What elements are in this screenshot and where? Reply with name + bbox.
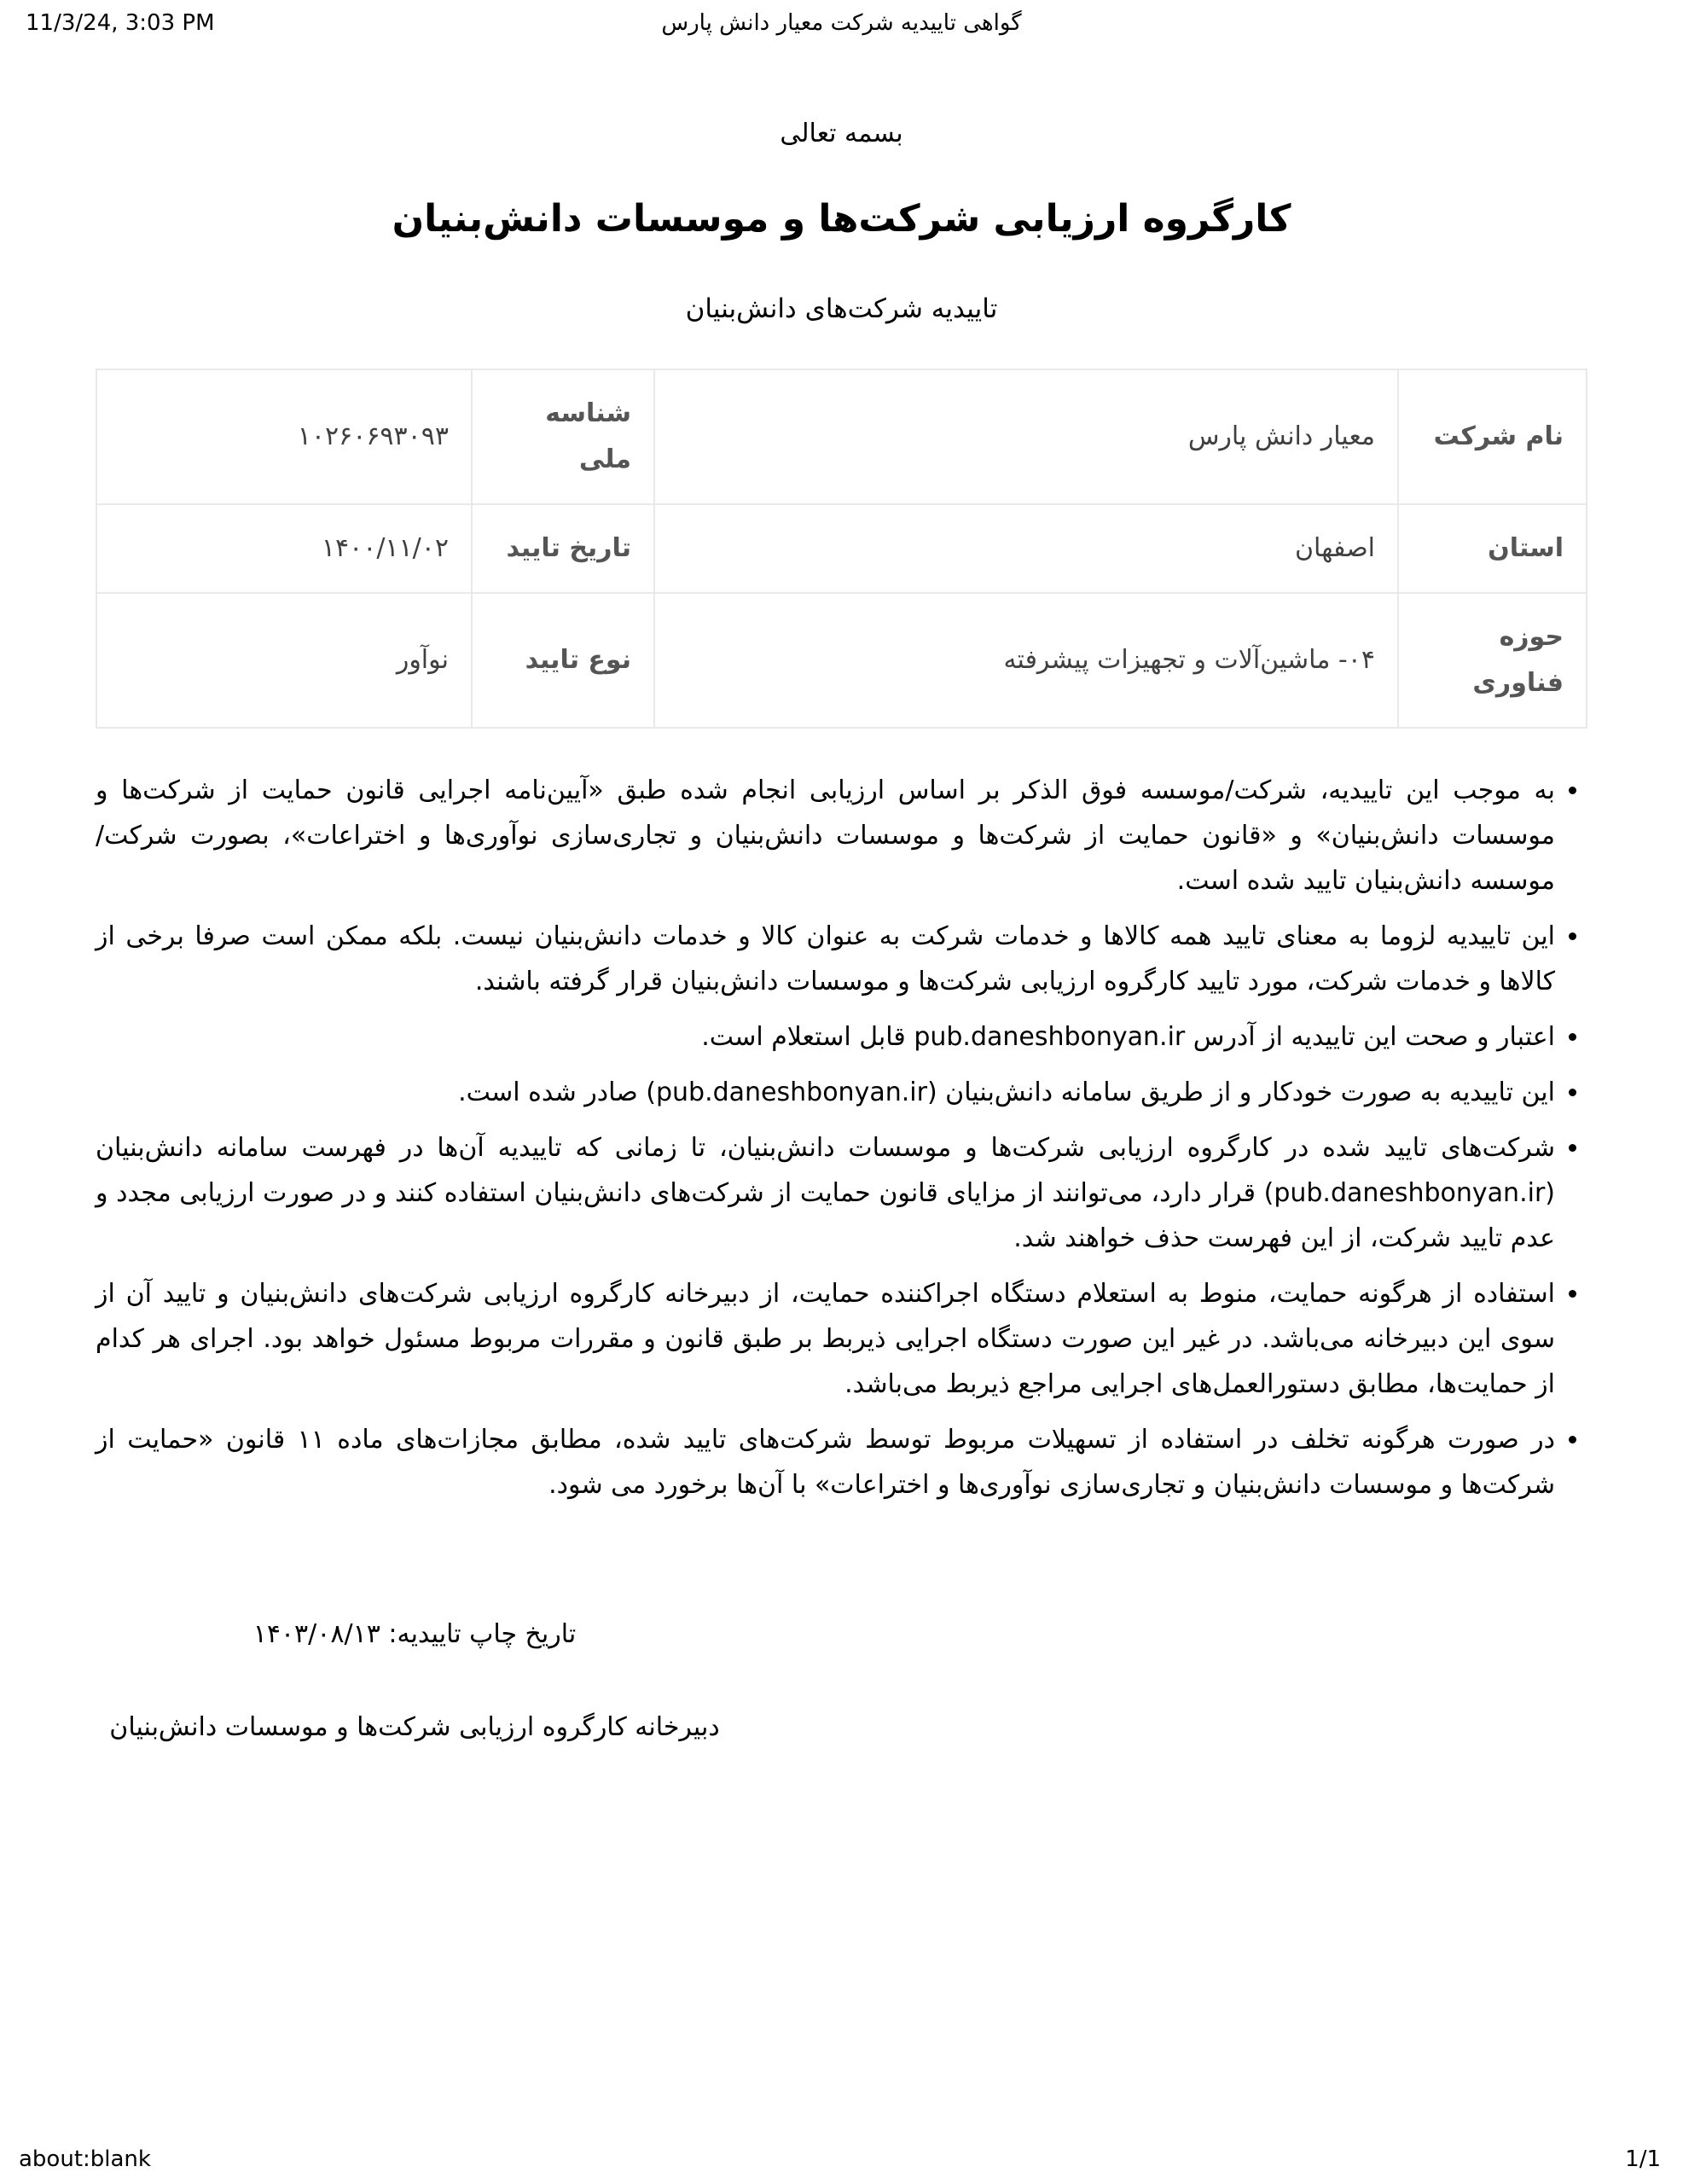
approval-type-label: نوع تایید (472, 593, 654, 728)
signature-block (96, 1612, 734, 1750)
company-name-label: نام شرکت (1398, 369, 1587, 504)
approval-type-value: نوآور (96, 593, 472, 728)
national-id-label: شناسه ملی (472, 369, 654, 504)
province-label: استان (1398, 504, 1587, 593)
table-row-province (96, 504, 1587, 593)
technology-field-label: حوزه فناوری (1398, 593, 1587, 728)
bullet-listing-condition: • شرکت‌های تایید شده در کارگروه ارزیابی شرکت‌ها و موسسات دانش‌بنیان، تا زمانی که تاییدیه آن‌ها در فهرست سامانه دانش‌بنیان (pub.daneshbonyan.ir) قرار دارد، می‌توانند از مزایای قانون حمایت از شرکت‌های دانش‌بنیان استفاده کنند و در صورت ارزیابی مجدد و عدم تایید شرکت، از این فهرست حذف خواهند شد. (96, 1125, 1555, 1261)
browser-print-header (0, 10, 1683, 41)
certificate-print-date: تاریخ چاپ تاییدیه: ۱۴۰۳/۰۸/۱۳ (252, 1619, 577, 1649)
table-row-technology (96, 593, 1587, 728)
approval-date-label: تاریخ تایید (472, 504, 654, 593)
company-name-value: معیار دانش پارس (654, 369, 1398, 504)
table-row-company (96, 369, 1587, 504)
province-value: اصفهان (654, 504, 1398, 593)
technology-field-value: ۰۴- ماشین‌آلات و تجهیزات پیشرفته (654, 593, 1398, 728)
page-subtitle: تاییدیه شرکت‌های دانش‌بنیان (685, 293, 998, 324)
bullet-approval-basis: • به موجب این تاییدیه، شرکت/موسسه فوق الذکر بر اساس ارزیابی انجام شده طبق «آیین‌نامه اجرایی قانون حمایت از شرکت‌ها و موسسات دانش‌بنیان» و «قانون حمایت از شرکت‌ها و موسسات دانش‌بنیان و تجاری‌سازی نوآوری‌ها و اختراعات»، بصورت شرکت/موسسه دانش‌بنیان تایید شده است. (96, 768, 1555, 903)
browser-print-footer (0, 2145, 1683, 2172)
secretariat-line: دبیرخانه کارگروه ارزیابی شرکت‌ها و موسسات دانش‌بنیان (109, 1712, 720, 1742)
print-document-title: گواهی تاییدیه شرکت معیار دانش پارس (661, 10, 1022, 36)
terms-bullet-list (96, 768, 1587, 1507)
page-title: کارگروه ارزیابی شرکت‌ها و موسسات دانش‌بنیان (392, 197, 1291, 241)
bismillah-line: بسمه تعالی (780, 119, 903, 148)
bullet-violation-penalty: • در صورت هرگونه تخلف در استفاده از تسهیلات مربوط توسط شرکت‌های تایید شده، مطابق مجازات‌های ماده ۱۱ قانون «حمایت از شرکت‌ها و موسسات دانش‌بنیان و تجاری‌سازی نوآوری‌ها و اختراعات» با آن‌ها برخورد می شود. (96, 1417, 1555, 1507)
print-page-number: 1/1 (1625, 2146, 1661, 2172)
company-info-table (96, 369, 1587, 729)
bullet-scope-of-approval: • این تاییدیه لزوما به معنای تایید همه کالاها و خدمات شرکت به عنوان کالا و خدمات دانش‌بنیان نیست. بلکه ممکن است صرفا برخی از کالاها و خدمات شرکت، مورد تایید کارگروه ارزیابی شرکت‌ها و موسسات دانش‌بنیان قرار گرفته باشند. (96, 914, 1555, 1004)
approval-date-value: ۱۴۰۰/۱۱/۰۲ (96, 504, 472, 593)
national-id-value: ۱۰۲۶۰۶۹۳۰۹۳ (96, 369, 472, 504)
bullet-automatic-issuance: • این تاییدیه به صورت خودکار و از طریق سامانه دانش‌بنیان (pub.daneshbonyan.ir) صادر شده است. (96, 1070, 1555, 1115)
print-source-url: about:blank (19, 2146, 151, 2172)
bullet-support-inquiry: • استفاده از هرگونه حمایت، منوط به استعلام دستگاه اجراکننده حمایت، از دبیرخانه کارگروه ارزیابی شرکت‌های دانش‌بنیان و تایید آن از سوی این دبیرخانه می‌باشد. در غیر این صورت دستگاه اجرایی ذیربط بر طبق قانون و مقررات مربوط مسئول خواهد بود. اجرای هر کدام از حمایت‌ها، مطابق دستورالعمل‌های اجرایی مراجع ذیربط می‌باشد. (96, 1271, 1555, 1407)
print-timestamp: 11/3/24, 3:03 PM (26, 10, 215, 36)
bullet-verification-address: • اعتبار و صحت این تاییدیه از آدرس pub.daneshbonyan.ir قابل استعلام است. (96, 1014, 1555, 1060)
